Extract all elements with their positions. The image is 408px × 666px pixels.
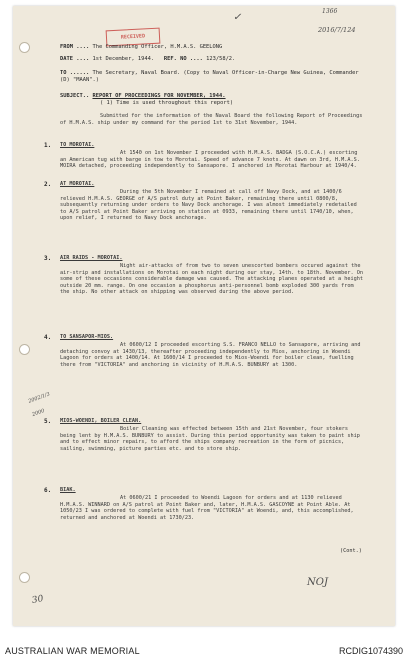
intro-paragraph: Submitted for the information of the Naval Board the following Report of Proceedings of H.M.A.S. ship under my command for the period 1st to 31st November, 1944. bbox=[60, 113, 366, 126]
header-subject: SUBJECT.. REPORT OF PROCEEDINGS FOR NOVEMBER, 1944. bbox=[60, 93, 226, 99]
section-number: 3. bbox=[44, 255, 52, 262]
section-number: 2. bbox=[44, 181, 52, 188]
section-number: 5. bbox=[44, 418, 52, 425]
header-date: DATE .... 1st December, 1944. REF. NO .... 123/58/2. bbox=[60, 56, 236, 62]
handwritten-mark: 30 bbox=[31, 594, 45, 606]
archive-footer bbox=[0, 636, 408, 666]
punch-hole bbox=[19, 572, 30, 583]
header-subject-note: ( 1) Time is used throughout this report) bbox=[100, 100, 234, 106]
continued-label: (Cont.) bbox=[340, 548, 362, 554]
header-to: TO ...... The Secretary, Naval Board. (Copy to Naval Officer-in-Charge New Guinea, Commander (D) "MAAN".) bbox=[60, 70, 359, 83]
section-number: 1. bbox=[44, 142, 52, 149]
header-from: FROM .... The Commanding Officer, H.M.A.S. GEELONG bbox=[60, 44, 223, 50]
section-body: Night air-attacks of from two to seven unescorted bombers occured against the air-strip and installations on Morotai on each night during our stay, 14th. to 18th. November. On some of these occasions considerable damage was caused. The attacking planes operated at a height outside 20 mm. range. On one occasion a phosphorus anti-personnel bomb exploded 300 yards from the ship. No other attack on shipping was observed during the above period. bbox=[60, 263, 367, 296]
section-body: At 1540 on 1st November I proceeded with H.M.A.S. BADGA (S.O.C.A.) escorting an American tug with barge in tow to Morotai. Speed of advance 7 knots. At dawn on 3rd, H.M.A.S. MOIRA detached, proceeding independently to Sansapore. I anchored in Morotai Harbour at 1940/4. bbox=[60, 150, 363, 170]
section-title: BIAK. bbox=[60, 487, 76, 493]
section-title: TO MOROTAI. bbox=[60, 142, 95, 148]
handwritten-margin-note: 2002/1/3 bbox=[27, 391, 51, 405]
section-number: 6. bbox=[44, 487, 52, 494]
handwritten-note: 1366 bbox=[322, 8, 338, 15]
section-body: At 0600/12 I proceeded escorting S.S. FRANCO NELLO to Sansapore, arriving and detaching convoy at 1430/13, thereafter proceeding independently to Mios, anchoring in Woendi Lagoon for orders at 1400/14. At 1600/14 I proceeded to Mios-Woendi for boiler clean, fuelling there from "VICTORIA" and anchoring in vicinity of H.M.A.S. BUNBURY at 1300. bbox=[60, 342, 364, 368]
section-title: MIOS-WOENDI, BOILER CLEAN. bbox=[60, 418, 142, 424]
section-number: 4. bbox=[44, 334, 52, 341]
handwritten-initials: NOJ bbox=[307, 577, 328, 588]
section-title: AT MOROTAI. bbox=[60, 181, 95, 187]
section-title: TO SANSAPOR-MIOS. bbox=[60, 334, 114, 340]
check-mark-icon: ✓ bbox=[233, 12, 242, 23]
punch-hole bbox=[19, 42, 30, 53]
punch-hole bbox=[19, 344, 30, 355]
archive-name: AUSTRALIAN WAR MEMORIAL bbox=[5, 646, 140, 656]
section-body: At 0600/21 I proceeded to Woendi Lagoon for orders and at 1130 relieved H.M.A.S. WINNARD on A/S patrol at Point Baker and, later, H.M.A.S. GASCOYNE at Point Able. At 1050/23 I was ordered to complete with fuel from "VICTORIA" at Woendi, and, this accomplished, returned and anchored at Woendi at 1730/23. bbox=[60, 495, 357, 521]
section-body: During the 5th November I remained at call off Navy Dock, and at 1400/6 relieved H.M.A.S. GEORGE of A/S patrol duty at Point Baker, remaining there until 0800/8, subsequently returning under orders to Navy Dock anchorage. I was almost immediately redetailed to A/S patrol at Point Baker arriving on station at 0933, remaining there until 1740/10, when, upon relief, I returned to Navy Dock anchorage. bbox=[60, 189, 360, 222]
handwritten-margin-note: 2000 bbox=[31, 408, 46, 418]
received-stamp: RECEIVED bbox=[106, 28, 161, 47]
section-title: AIR RAIDS - MOROTAI. bbox=[60, 255, 123, 261]
handwritten-file-reference: 2016/7/124 bbox=[318, 26, 356, 34]
section-body: Boiler Cleaning was effected between 15th and 21st November, four stokers being lent by H.M.A.S. BUNBURY to assist. During this period opportunity was taken to paint ship and to effect minor repairs, to afford the ships company recreation in the form of picnics, sailing, swimming, picture parties etc. and to store ship. bbox=[60, 426, 363, 452]
archive-id: RCDIG1074390 bbox=[338, 646, 403, 656]
